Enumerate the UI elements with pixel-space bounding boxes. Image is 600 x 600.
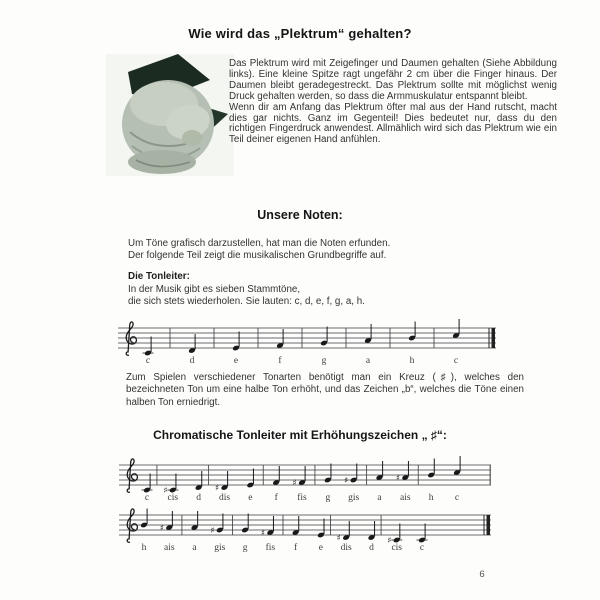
note-label: f [294, 543, 298, 553]
note-label: f [278, 356, 282, 366]
note-label: c [453, 356, 459, 366]
note-label: h [141, 543, 147, 553]
note-label: gis [348, 493, 360, 503]
sharp-sign: ♯ [387, 536, 392, 547]
noten-heading: Unsere Noten: [257, 208, 343, 222]
page-number: 6 [479, 569, 485, 580]
note-label: ais [400, 493, 411, 503]
noten-intro-line-2: Der folgende Teil zeigt die musikalischen Grundbegriffe auf. [128, 250, 387, 262]
note-label: g [325, 493, 331, 503]
note-label: c [145, 356, 151, 366]
staff-c-dur-tonleiter [118, 314, 496, 368]
tonleiter-text [128, 284, 365, 308]
sharp-sign: ♯ [260, 528, 265, 539]
tonleiter-line-2: die sich stets wiederholen. Sie lauten: c, d, e, f, g, a, h. [128, 296, 365, 308]
note-label: d [196, 493, 202, 503]
plektrum-text-block [229, 59, 557, 146]
note-label: e [248, 493, 253, 503]
staff-chromatic-descending [119, 501, 491, 555]
sharp-sign: ♯ [344, 476, 349, 487]
note-label: cis [391, 543, 403, 553]
noten-intro-line-1: Um Töne grafisch darzustellen, hat man die Noten erfunden. [128, 238, 391, 249]
note-label: a [377, 493, 382, 503]
tonleiter-line-1: In der Musik gibt es sieben Stammtöne, [128, 284, 301, 295]
sharp-sign: ♯ [163, 486, 168, 497]
sharp-sign: ♯ [159, 523, 164, 534]
note-label: g [242, 543, 248, 553]
note-label: a [192, 543, 197, 553]
sharp-sign: ♯ [336, 533, 341, 544]
note-label: g [321, 356, 327, 366]
note-label: d [369, 543, 374, 553]
note-label: c [454, 493, 460, 503]
note-label: dis [218, 493, 231, 503]
plektrum-paragraph-1: Das Plektrum wird mit Zeigefinger und Daumen gehalten (Siehe Abbildung links). Eine kleine Spitze ragt ungefähr 2 cm über die Finger hinaus. Der Daumen bleibt geradegestreckt. Das Plektrum sollte mit möglichst wenig Druck gehalten werden, so dass die Armmuskulatur entspannt bleibt. [229, 58, 557, 102]
page-title: Wie wird das „Plektrum“ gehalten? [188, 26, 412, 41]
note-label: e [318, 543, 324, 553]
note-label: dis [340, 543, 352, 553]
sharp-sign: ♯ [395, 473, 400, 484]
note-label: fis [265, 543, 276, 553]
note-label: gis [214, 543, 226, 553]
note-label: fis [297, 493, 307, 503]
noten-intro [128, 238, 390, 262]
note-label: ais [163, 543, 175, 553]
note-label: h [428, 493, 434, 503]
chromatic-heading: Chromatische Tonleiter mit Erhöhungszeichen „ ♯“: [153, 428, 447, 442]
treble-clef-icon [127, 509, 137, 542]
treble-clef-icon [126, 322, 136, 355]
plektrum-paragraph-2: Wenn dir am Anfang das Plektrum öfter mal aus der Hand rutscht, macht dies gar nichts. Ganz im Gegenteil! Dies bedeutet nur, dass du den richtigen Fingerdruck anwendest. Allmählich wird sich das Plektrum wie ein Teil deiner eigenen Hand anfühlen. [229, 101, 557, 146]
thumb-tip-shape [182, 130, 202, 146]
note-label: e [233, 356, 239, 366]
sharp-sign: ♯ [215, 483, 220, 494]
kreuz-paragraph: Zum Spielen verschiedener Tonarten benötigt man ein Kreuz (♯), welches den bezeichneten Ton um eine halbe Ton erhöht, und das Zeichen „b“, welches die Töne einen halben Ton erniedrigt. [126, 372, 524, 408]
plectrum-hand-photo [106, 54, 234, 176]
staff-chromatic-ascending [119, 451, 491, 505]
note-label: cis [167, 493, 179, 503]
tonleiter-label: Die Tonleiter: [128, 271, 190, 282]
hand-illustration [106, 54, 234, 176]
note-label: f [274, 493, 278, 503]
note-label: h [409, 356, 415, 366]
treble-clef-icon [127, 459, 137, 492]
sharp-sign: ♯ [292, 478, 297, 489]
note-label: a [365, 356, 371, 366]
note-label: c [144, 493, 150, 503]
note-label: d [189, 356, 195, 366]
note-label: c [419, 543, 425, 553]
sharp-sign: ♯ [210, 526, 215, 537]
